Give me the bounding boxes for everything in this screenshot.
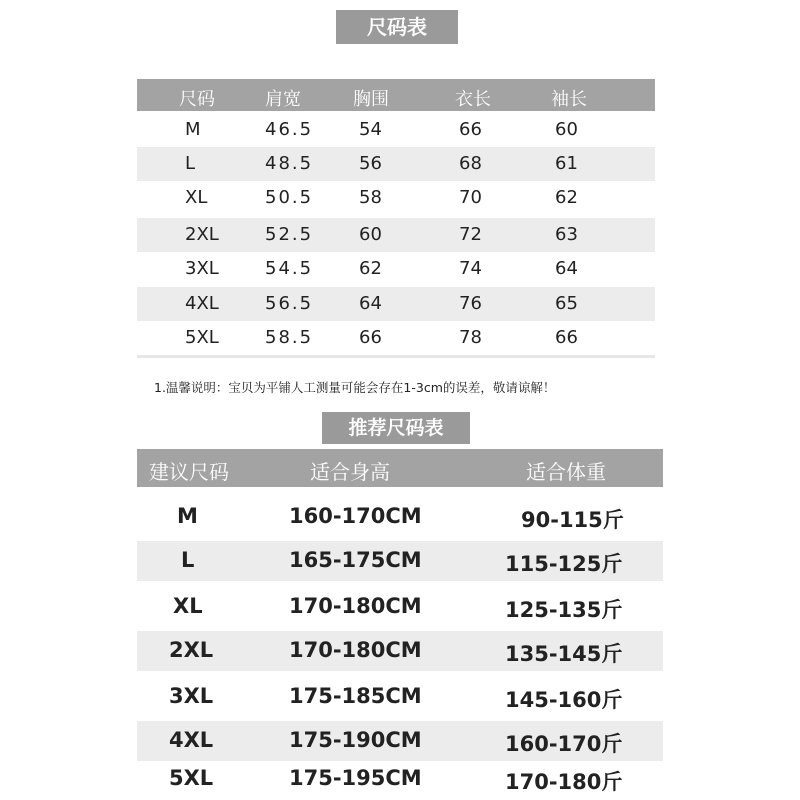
cell-length: 72 <box>459 224 482 245</box>
cell-height: 165-175CM <box>289 548 422 572</box>
cell-height: 170-180CM <box>289 594 422 618</box>
cell-weight: 135-145斤 <box>505 642 623 666</box>
cell-weight: 160-170斤 <box>505 732 623 756</box>
cell-height: 160-170CM <box>289 504 422 528</box>
header-chest: 胸围 <box>353 89 389 110</box>
table-row <box>137 113 655 147</box>
cell-size: 5XL <box>185 327 219 348</box>
cell-length: 70 <box>459 187 482 208</box>
cell-shoulder: 54.5 <box>265 258 314 279</box>
cell-shoulder: 56.5 <box>265 293 314 314</box>
cell-sleeve: 61 <box>555 153 578 174</box>
table-row <box>137 631 663 671</box>
cell-size: M <box>185 119 201 140</box>
cell-sleeve: 62 <box>555 187 578 208</box>
header-size: 尺码 <box>179 89 215 110</box>
cell-height: 175-195CM <box>289 766 422 790</box>
cell-chest: 62 <box>359 258 382 279</box>
cell-size: 2XL <box>185 224 219 245</box>
measurement-note: 1.温馨说明：宝贝为平铺人工测量可能会存在1-3cm的误差，敬请谅解！ <box>154 380 556 395</box>
cell-sleeve: 60 <box>555 119 578 140</box>
cell-weight: 90-115斤 <box>521 508 624 532</box>
table-row <box>137 541 663 581</box>
table-row <box>137 497 663 537</box>
cell-weight: 170-180斤 <box>505 770 623 794</box>
cell-chest: 60 <box>359 224 382 245</box>
cell-shoulder: 50.5 <box>265 187 314 208</box>
table-row <box>137 147 655 181</box>
table-row <box>137 677 663 717</box>
cell-size: 3XL <box>185 258 219 279</box>
cell-size: 3XL <box>169 684 214 708</box>
cell-chest: 58 <box>359 187 382 208</box>
table-row <box>137 759 663 799</box>
table-row <box>137 252 655 286</box>
size-chart-title: 尺码表 <box>336 10 458 44</box>
cell-height: 170-180CM <box>289 638 422 662</box>
table-bottom-divider <box>137 355 655 358</box>
cell-size: 4XL <box>185 293 219 314</box>
cell-size: 2XL <box>169 638 214 662</box>
recommend-chart-title: 推荐尺码表 <box>322 412 470 444</box>
cell-weight: 145-160斤 <box>505 688 623 712</box>
cell-size: M <box>177 504 198 528</box>
header-length: 衣长 <box>455 89 491 110</box>
table-row <box>137 181 655 215</box>
cell-weight: 125-135斤 <box>505 598 623 622</box>
cell-length: 68 <box>459 153 482 174</box>
cell-sleeve: 63 <box>555 224 578 245</box>
cell-length: 76 <box>459 293 482 314</box>
table-row <box>137 587 663 627</box>
cell-shoulder: 52.5 <box>265 224 314 245</box>
cell-size: 5XL <box>169 766 214 790</box>
table-row <box>137 287 655 321</box>
table-row <box>137 721 663 761</box>
header-shoulder: 肩宽 <box>265 89 301 110</box>
cell-size: XL <box>173 594 203 618</box>
cell-size: L <box>185 153 196 174</box>
header-suggested-size: 建议尺码 <box>149 460 229 484</box>
cell-weight: 115-125斤 <box>505 552 623 576</box>
cell-height: 175-185CM <box>289 684 422 708</box>
cell-chest: 64 <box>359 293 382 314</box>
table-row <box>137 218 655 252</box>
cell-sleeve: 64 <box>555 258 578 279</box>
cell-chest: 54 <box>359 119 382 140</box>
cell-length: 78 <box>459 327 482 348</box>
size-chart-header-row <box>137 79 655 111</box>
cell-size: 4XL <box>169 728 214 752</box>
cell-shoulder: 46.5 <box>265 119 314 140</box>
cell-shoulder: 58.5 <box>265 327 314 348</box>
table-row <box>137 321 655 355</box>
header-weight: 适合体重 <box>526 460 606 484</box>
header-height: 适合身高 <box>310 460 390 484</box>
cell-length: 66 <box>459 119 482 140</box>
cell-shoulder: 48.5 <box>265 153 314 174</box>
cell-chest: 56 <box>359 153 382 174</box>
cell-length: 74 <box>459 258 482 279</box>
recommend-chart-header-row <box>137 449 663 487</box>
cell-size: XL <box>185 187 208 208</box>
header-sleeve: 袖长 <box>551 89 587 110</box>
cell-size: L <box>181 548 195 572</box>
cell-height: 175-190CM <box>289 728 422 752</box>
cell-chest: 66 <box>359 327 382 348</box>
cell-sleeve: 66 <box>555 327 578 348</box>
cell-sleeve: 65 <box>555 293 578 314</box>
